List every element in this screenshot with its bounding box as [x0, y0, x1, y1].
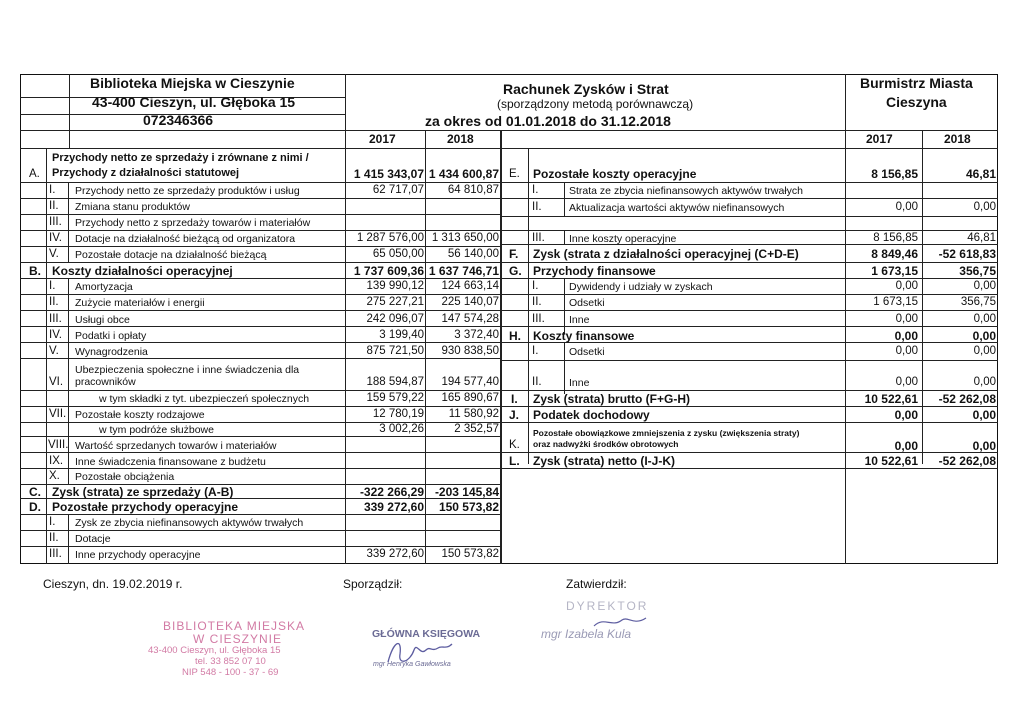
unit-name: Biblioteka Miejska w Cieszynie — [90, 75, 295, 91]
row-label: Pozostałe dotacje na działalność bieżącą — [75, 249, 267, 261]
row-number: IV. — [49, 329, 63, 341]
report-period: za okres od 01.01.2018 do 31.12.2018 — [425, 113, 671, 129]
value-2018: -52 618,83 — [938, 247, 996, 261]
value-2017: 8 156,85 — [873, 232, 918, 244]
row-number: II. — [49, 296, 59, 308]
value-2017: 10 522,61 — [864, 392, 918, 406]
row-label: Pozostałe obciążenia — [75, 471, 175, 483]
row-label: Inne koszty operacyjne — [569, 233, 677, 245]
row-number: I. — [49, 184, 56, 196]
value-2018: 0,00 — [972, 329, 996, 343]
value-2018: 150 573,82 — [438, 500, 499, 514]
section-letter: C. — [29, 485, 41, 499]
value-2018: 46,81 — [967, 232, 996, 244]
row-label: Zysk (strata) brutto (F+G-H) — [533, 392, 691, 406]
row-label: Aktualizacja wartości aktywów niefinansowych — [569, 202, 785, 214]
row-label: Dotacje na działalność bieżącą od organizatora — [75, 233, 296, 245]
value-2017: 1 673,15 — [873, 296, 918, 308]
value-2017: 62 717,07 — [372, 184, 424, 196]
value-2018: 225 140,07 — [441, 296, 499, 308]
row-label: Amortyzacja — [75, 281, 133, 293]
row-number: III. — [49, 548, 62, 560]
row-label: Odsetki — [569, 346, 605, 358]
director-name: mgr Izabela Kula — [541, 627, 632, 641]
value-2018: 2 352,57 — [454, 423, 499, 435]
row-label: Koszty finansowe — [533, 329, 635, 343]
value-2017: 139 990,12 — [366, 280, 424, 292]
row-label: pracowników — [75, 376, 136, 388]
value-2017: 1 673,15 — [871, 264, 918, 278]
value-2017: 275 227,21 — [366, 296, 424, 308]
value-2017: 3 199,40 — [379, 329, 424, 341]
value-2018: 194 577,40 — [441, 376, 499, 388]
value-2017: -322 266,29 — [359, 485, 424, 499]
column-year-2018-right: 2018 — [944, 132, 971, 146]
value-2018: 0,00 — [972, 408, 996, 422]
value-2017: 159 579,22 — [366, 392, 424, 404]
row-label: Zużycie materiałów i energii — [75, 297, 205, 309]
stamp-line: tel. 33 852 07 10 — [195, 656, 266, 667]
accountant-name: mgr Henryka Gawłowska — [373, 661, 451, 668]
row-number: III. — [532, 313, 545, 325]
value-2018: 0,00 — [973, 376, 996, 388]
value-2018: 0,00 — [973, 313, 996, 325]
row-label: Usługi obce — [75, 314, 130, 326]
row-label: Ubezpieczenia społeczne i inne świadczenia dla — [75, 364, 300, 376]
row-label: Odsetki — [569, 297, 605, 309]
row-label: Wartość sprzedanych towarów i materiałów — [75, 440, 277, 452]
regon-number: 072346366 — [143, 112, 214, 128]
value-2018: 0,00 — [972, 439, 996, 453]
row-number: VII. — [49, 408, 67, 420]
row-number: III. — [49, 313, 62, 325]
value-2017: 1 287 576,00 — [356, 232, 424, 244]
column-year-2017-right: 2017 — [866, 132, 893, 146]
row-label: Inne świadczenia finansowane z budżetu — [75, 456, 266, 468]
row-number: II. — [49, 532, 59, 544]
row-label: Inne — [569, 377, 590, 389]
value-2017: 1 737 609,36 — [353, 264, 424, 278]
value-2017: 875 721,50 — [366, 345, 424, 357]
value-2017: 339 272,60 — [366, 548, 424, 560]
row-number: II. — [532, 296, 542, 308]
row-label: Pozostałe koszty operacyjne — [533, 167, 697, 181]
stamp-line: BIBLIOTEKA MIEJSKA — [163, 619, 306, 633]
section-letter: B. — [29, 264, 41, 278]
value-2018: 56 140,00 — [447, 248, 499, 260]
value-2018: 356,75 — [959, 264, 996, 278]
value-2017: 242 096,07 — [366, 313, 424, 325]
row-label: Przychody netto ze sprzedaży i zrównane z nimi / — [52, 152, 309, 164]
row-number: V. — [49, 248, 59, 260]
report-title: Rachunek Zysków i Strat — [503, 81, 669, 97]
value-2017: 1 415 343,07 — [353, 167, 424, 181]
row-number: VIII. — [48, 439, 69, 451]
row-label: Zysk ze zbycia niefinansowych aktywów trwałych — [75, 517, 304, 529]
value-2018: 147 574,28 — [441, 313, 499, 325]
director-title: DYREKTOR — [566, 599, 649, 613]
value-2017: 0,00 — [894, 439, 918, 453]
value-2018: 0,00 — [973, 345, 996, 357]
row-number: IX. — [49, 455, 64, 467]
row-number: I. — [49, 516, 56, 528]
row-label: Przychody netto z sprzedaży towarów i materiałów — [75, 217, 311, 229]
accountant-signature — [380, 632, 460, 672]
row-label: Pozostałe koszty rodzajowe — [75, 409, 205, 421]
value-2018: -52 262,08 — [938, 392, 996, 406]
unit-address: 43-400 Cieszyn, ul. Głęboka 15 — [92, 94, 296, 110]
row-number: I. — [532, 345, 539, 357]
column-year-2018-left: 2018 — [447, 132, 474, 146]
section-letter: K. — [509, 439, 520, 451]
row-number: II. — [532, 376, 542, 388]
value-2018: 124 663,14 — [441, 280, 499, 292]
value-2017: 0,00 — [895, 280, 918, 292]
row-number: X. — [49, 470, 60, 482]
row-label: Strata ze zbycia niefinansowych aktywów trwałych — [569, 185, 804, 197]
authority-line-2: Cieszyna — [886, 94, 947, 110]
row-label: w tym składki z tyt. ubezpieczeń społecznych — [99, 393, 310, 405]
row-number: II. — [49, 200, 59, 212]
section-letter: F. — [509, 247, 519, 261]
row-number: VI. — [49, 376, 64, 388]
value-2017: 339 272,60 — [363, 500, 424, 514]
row-label: Podatek dochodowy — [533, 408, 650, 422]
column-year-2017-left: 2017 — [369, 132, 396, 146]
row-label: Inne przychody operacyjne — [75, 549, 201, 561]
value-2017: 8 849,46 — [871, 247, 918, 261]
value-2018: 46,81 — [965, 167, 996, 181]
row-label: Pozostałe obowiązkowe zmniejszenia z zysku (zwiększenia straty) — [533, 428, 800, 438]
section-letter: G. — [509, 264, 522, 278]
value-2017: 0,00 — [895, 345, 918, 357]
stamp-line: NIP 548 - 100 - 37 - 69 — [182, 667, 279, 678]
value-2017: 12 780,19 — [372, 408, 424, 420]
section-letter: A. — [29, 168, 40, 180]
stamp-line: W CIESZYNIE — [193, 632, 283, 646]
row-label: Dotacje — [75, 533, 111, 545]
value-2017: 0,00 — [894, 329, 918, 343]
row-number: II. — [532, 201, 542, 213]
value-2017: 0,00 — [895, 201, 918, 213]
row-label: Zysk (strata) ze sprzedaży (A-B) — [52, 485, 234, 499]
approved-by-label: Zatwierdził: — [566, 577, 627, 591]
value-2018: 11 580,92 — [448, 408, 499, 420]
value-2017: 0,00 — [894, 408, 918, 422]
section-letter: E. — [509, 168, 520, 180]
value-2018: 1 313 650,00 — [431, 232, 499, 244]
value-2018: 1 434 600,87 — [428, 167, 499, 181]
row-number: I. — [49, 280, 56, 292]
report-method: (sporządzony metodą porównawczą) — [497, 97, 694, 111]
section-letter: L. — [509, 454, 520, 468]
value-2018: 1 637 746,71 — [428, 264, 499, 278]
row-label: Przychody netto ze sprzedaży produktów i usług — [75, 185, 300, 197]
value-2018: 165 890,67 — [441, 392, 499, 404]
row-label: Dywidendy i udziały w zyskach — [569, 281, 713, 293]
row-label: w tym podróże służbowe — [99, 424, 214, 436]
row-number: I. — [532, 280, 539, 292]
authority-line-1: Burmistrz Miasta — [860, 75, 973, 91]
value-2017: 0,00 — [895, 376, 918, 388]
value-2018: 3 372,40 — [454, 329, 499, 341]
section-letter: D. — [29, 500, 41, 514]
row-number: I. — [532, 184, 539, 196]
section-letter: H. — [509, 329, 521, 343]
stamp-line: 43-400 Cieszyn, ul. Głęboka 15 — [148, 645, 281, 656]
row-number: III. — [532, 232, 545, 244]
value-2017: 0,00 — [895, 313, 918, 325]
row-label: Pozostałe przychody operacyjne — [52, 500, 239, 514]
row-label: Wynagrodzenia — [75, 346, 148, 358]
row-label: Podatki i opłaty — [75, 330, 147, 342]
value-2017: 10 522,61 — [864, 454, 918, 468]
row-number: IV. — [49, 232, 63, 244]
section-letter: J. — [509, 408, 520, 422]
value-2018: 930 838,50 — [441, 345, 499, 357]
row-number: V. — [49, 345, 59, 357]
value-2018: 0,00 — [973, 201, 996, 213]
value-2017: 188 594,87 — [366, 376, 424, 388]
row-label: Inne — [569, 314, 590, 326]
section-letter: I. — [511, 392, 518, 406]
accountant-title: GŁÓWNA KSIĘGOWA — [372, 628, 481, 640]
row-label: Zysk (strata z działalności operacyjnej (C+D-E) — [533, 247, 799, 261]
row-label: Przychody finansowe — [533, 264, 656, 278]
value-2017: 65 050,00 — [372, 248, 424, 260]
row-label: oraz nadwyżki środków obrotowych — [533, 439, 679, 449]
row-label: Przychody z działalności statutowej — [52, 167, 240, 179]
value-2018: 356,75 — [960, 296, 996, 308]
place-date: Cieszyn, dn. 19.02.2019 r. — [43, 577, 183, 591]
value-2018: -203 145,84 — [434, 485, 499, 499]
value-2017: 8 156,85 — [871, 167, 918, 181]
value-2017: 3 002,26 — [379, 423, 424, 435]
row-label: Koszty działalności operacyjnej — [52, 264, 233, 278]
value-2018: 0,00 — [973, 280, 996, 292]
row-number: III. — [49, 216, 62, 228]
value-2018: 64 810,87 — [447, 184, 499, 196]
row-label: Zysk (strata) netto (I-J-K) — [533, 454, 676, 468]
value-2018: 150 573,82 — [441, 548, 499, 560]
prepared-by-label: Sporządził: — [343, 577, 403, 591]
row-label: Zmiana stanu produktów — [75, 201, 190, 213]
value-2018: -52 262,08 — [938, 454, 996, 468]
